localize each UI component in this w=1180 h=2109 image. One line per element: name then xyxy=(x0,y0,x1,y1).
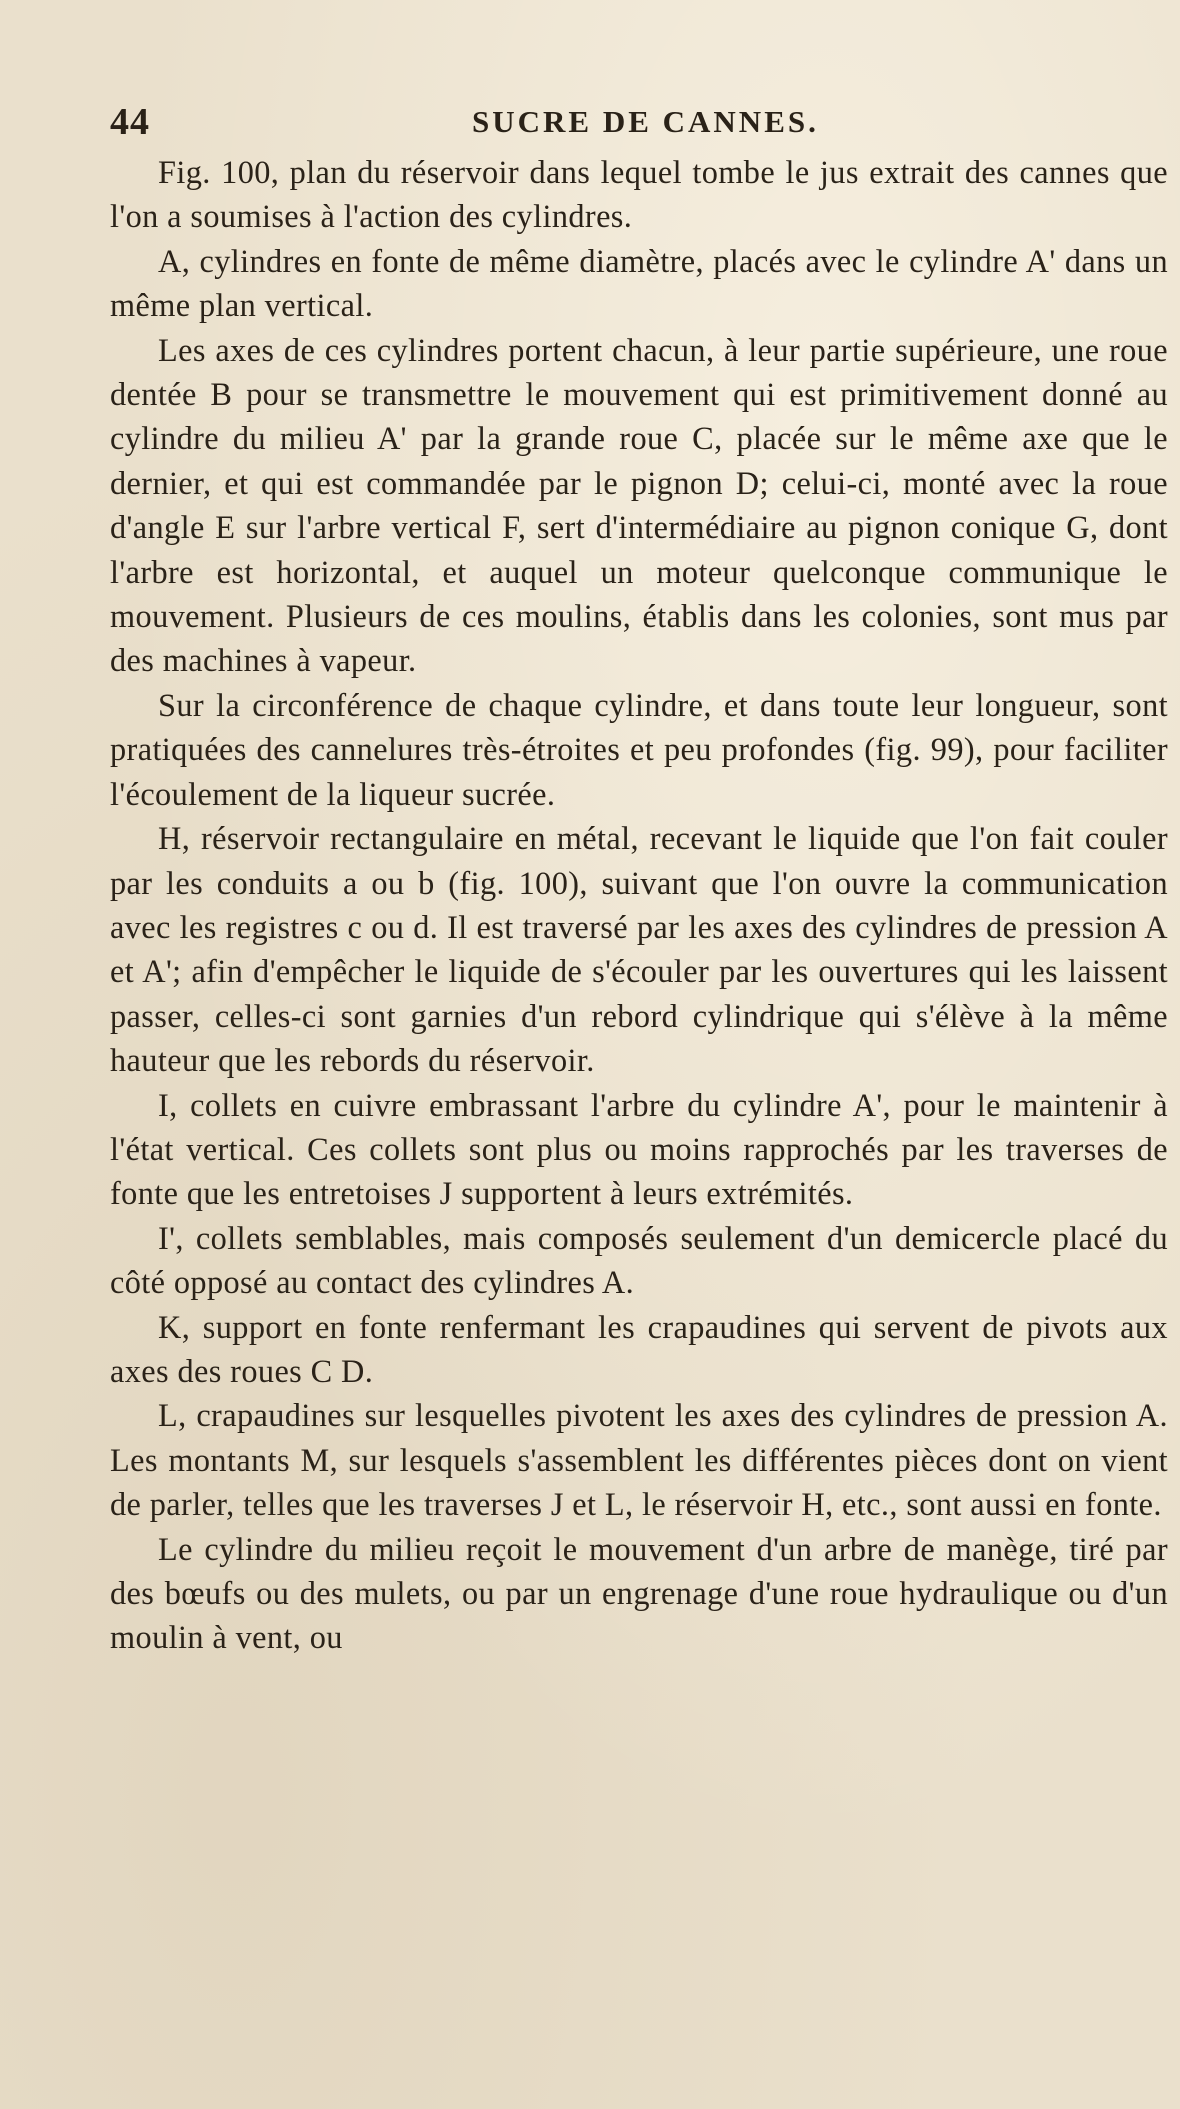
paragraph-fig-100: Fig. 100, plan du réservoir dans lequel tombe le jus extrait des cannes que l'on a soumises à l'action des cylindres. xyxy=(110,154,1168,235)
paragraph-axes: Les axes de ces cylindres portent chacun, à leur partie supérieure, une roue dentée B pour se transmettre le mouvement qui est primitivement donné au cylindre du milieu A' par la grande roue C, placée sur le même axe que le dernier, et qui est commandée par le pignon D; celui-ci, monté avec la roue d'angle E sur l'arbre vertical F, sert d'intermédiaire au pignon conique G, dont l'arbre est horizontal, et auquel un moteur quelconque communique le mouvement. Plusieurs de ces moulins, établis dans les colonies, sont mus par des machines à vapeur. xyxy=(110,331,1168,679)
paragraph-circumference: Sur la circonférence de chaque cylindre, et dans toute leur longueur, sont pratiquées des cannelures très-étroites et peu profondes (fig. 99), pour faciliter l'écoulement de la liqueur sucrée. xyxy=(110,686,1168,812)
body-text xyxy=(110,150,1168,1660)
paragraph-h-reservoir: H, réservoir rectangulaire en métal, recevant le liquide que l'on fait couler par les conduits a ou b (fig. 100), suivant que l'on ouvre la communication avec les registres c ou d. Il est traversé par les axes des cylindres de pression A et A'; afin d'empêcher le liquide de s'écouler par les ouvertures qui les laissent passer, celles-ci sont garnies d'un rebord cylindrique qui s'élève à la même hauteur que les rebords du réservoir. xyxy=(110,820,1168,1079)
paragraph-i-prime-collets: I', collets semblables, mais composés seulement d'un demicercle placé du côté opposé au contact des cylindres A. xyxy=(110,1219,1168,1301)
running-title: SUCRE DE CANNES. xyxy=(472,104,819,139)
paragraph-l-crapaudines: L, crapaudines sur lesquelles pivotent les axes des cylindres de pression A. Les montants M, sur lesquels s'assemblent les différentes pièces dont on vient de parler, telles que les traverses J et L, le réservoir H, etc., sont aussi en fonte. xyxy=(110,1397,1168,1523)
page-number: 44 xyxy=(110,101,150,143)
paragraph-a-cylinders: A, cylindres en fonte de même diamètre, placés avec le cylindre A' dans un même plan vertical. xyxy=(110,242,1168,324)
paragraph-cylindre-milieu: Le cylindre du milieu reçoit le mouvement d'un arbre de manège, tiré par des bœufs ou des mulets, ou par un engrenage d'une roue hydraulique ou d'un moulin à vent, ou xyxy=(110,1530,1168,1656)
page-header xyxy=(110,100,1168,150)
paragraph-k-support: K, support en fonte renfermant les crapaudines qui servent de pivots aux axes des roues C D. xyxy=(110,1308,1168,1389)
paragraph-i-collets: I, collets en cuivre embrassant l'arbre du cylindre A', pour le maintenir à l'état vertical. Ces collets sont plus ou moins rapprochés par les traverses de fonte que les entretoises J supportent à leurs extrémités. xyxy=(110,1086,1168,1212)
